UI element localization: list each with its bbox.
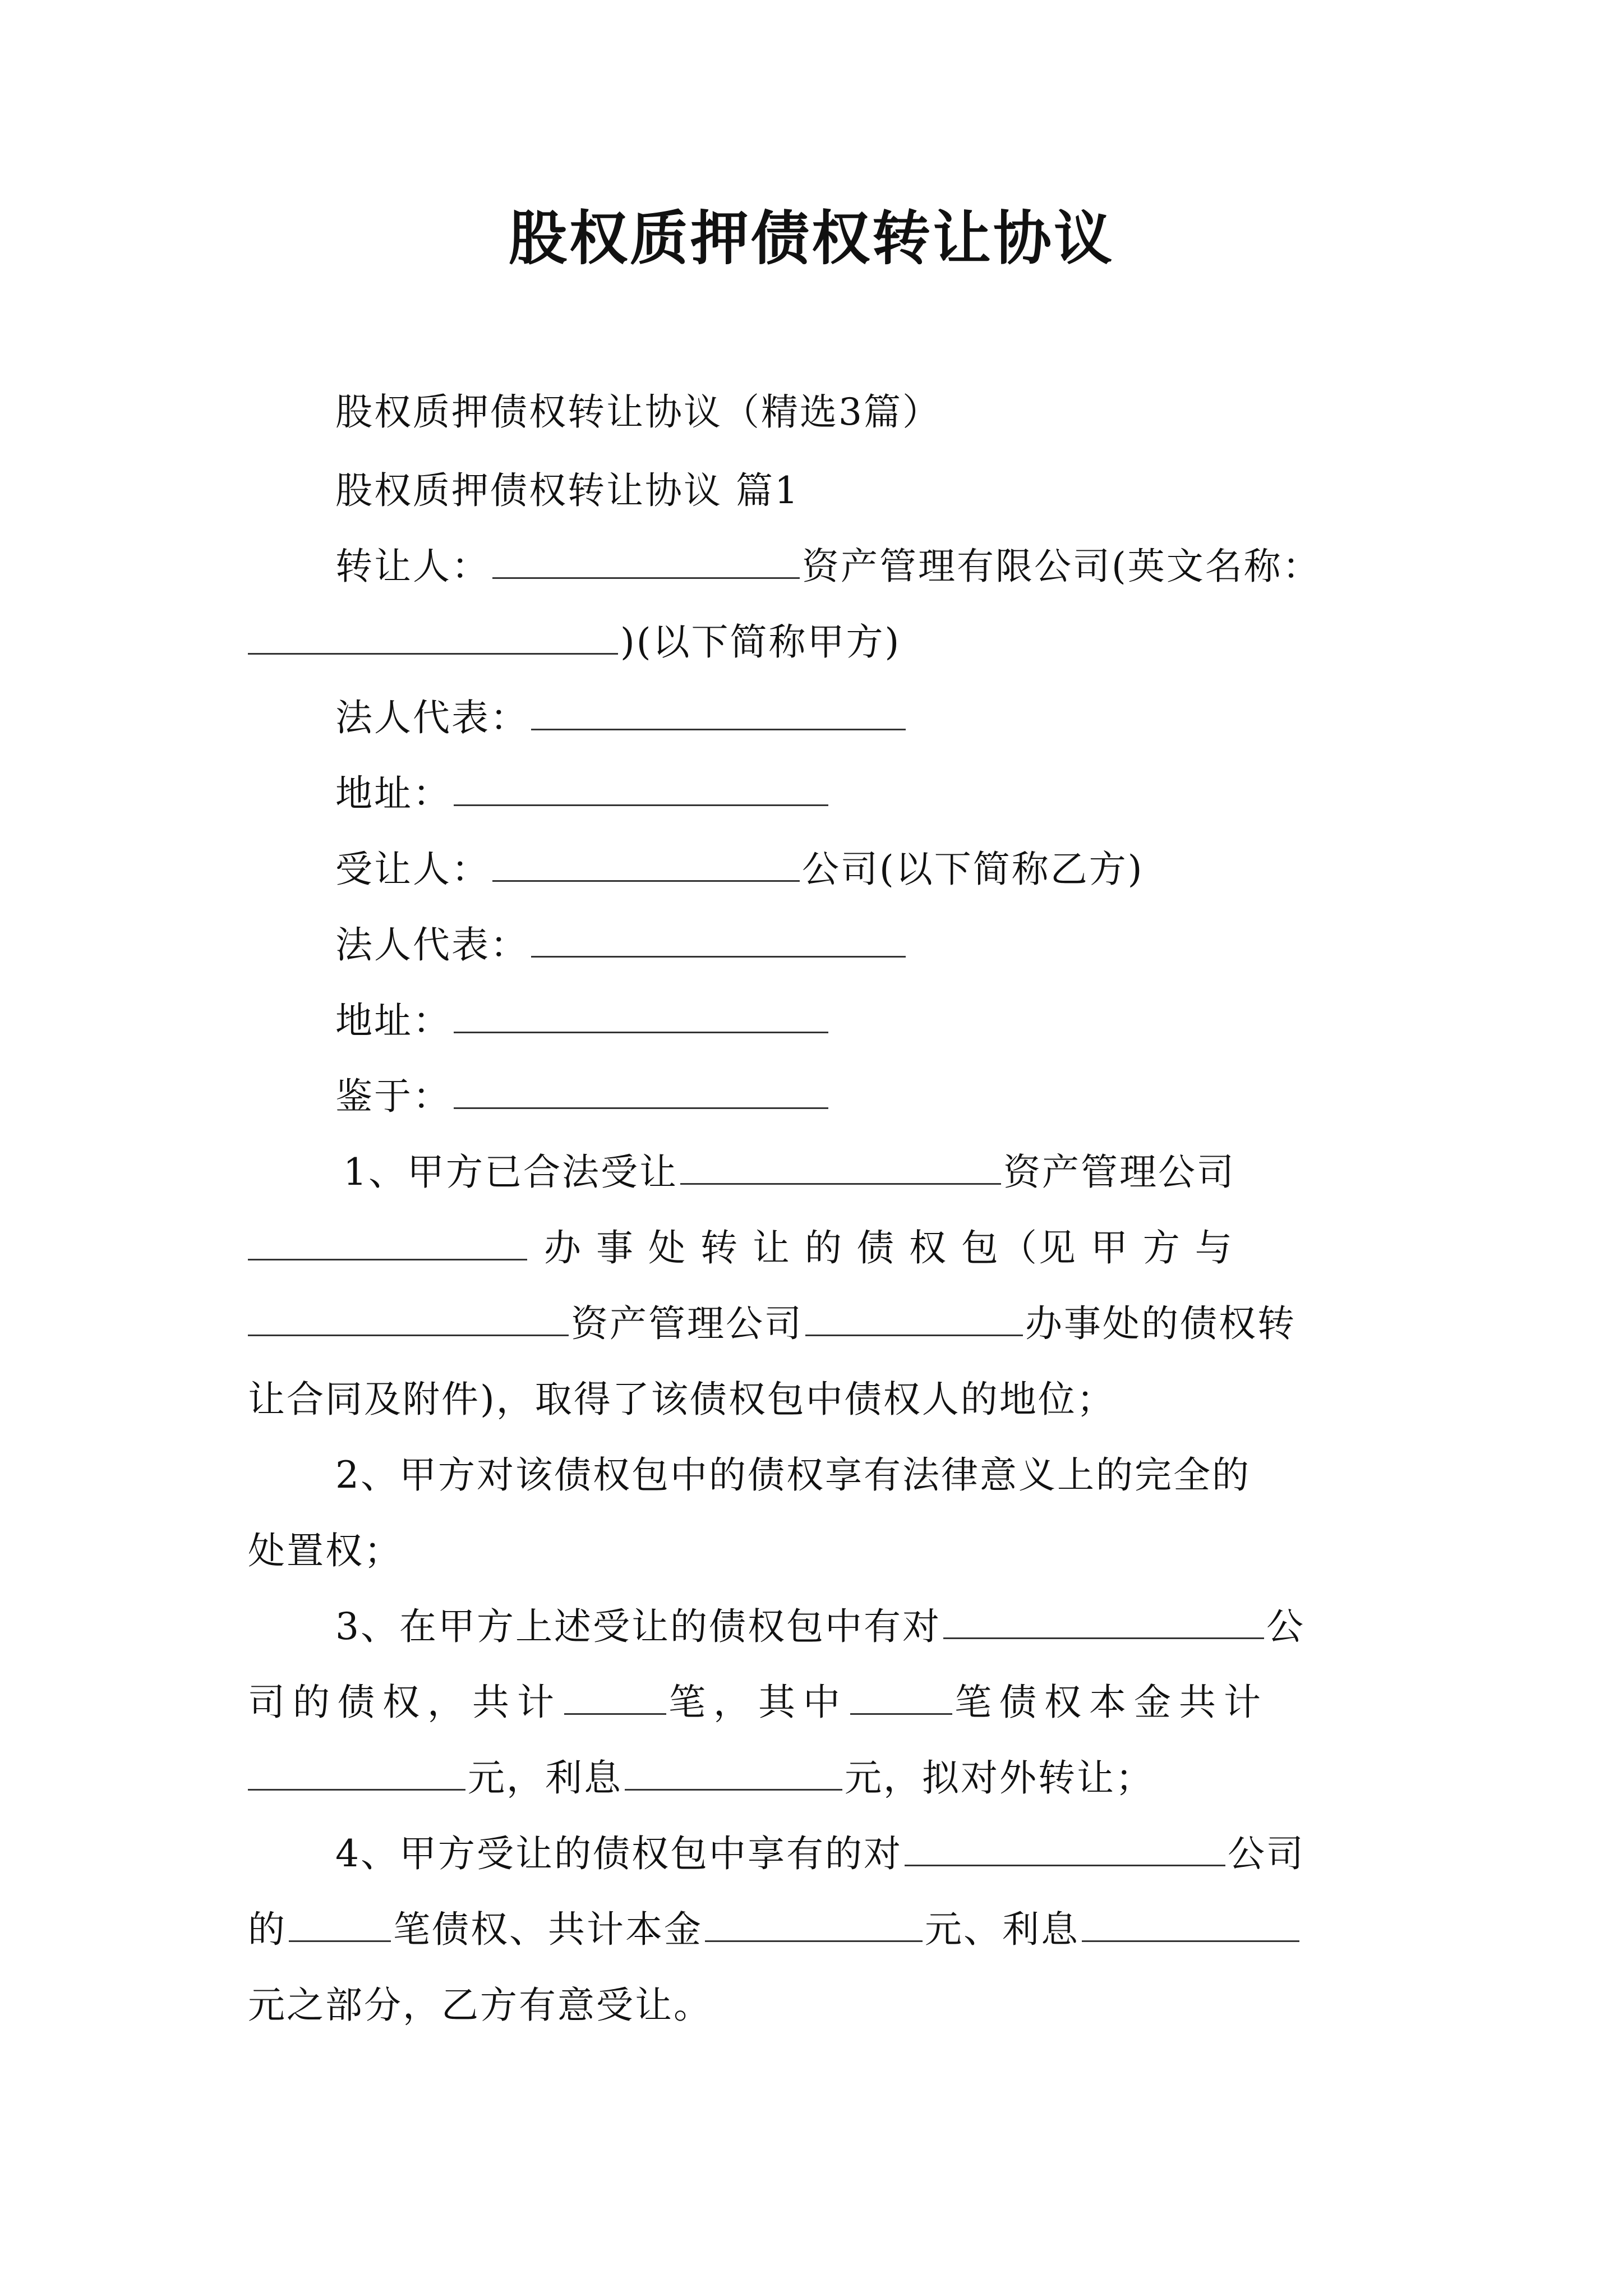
clause-4-line-2 xyxy=(248,1902,1302,1958)
clause-4-text-3: 的 xyxy=(248,1908,287,1951)
clause-3-text-6: 元，利息 xyxy=(468,1756,623,1800)
clause-4-blank-4 xyxy=(1082,1906,1299,1942)
clause-3-line-3 xyxy=(248,1750,1154,1806)
address-2-line xyxy=(335,993,831,1049)
clause-3-line-2 xyxy=(248,1674,1269,1731)
clause-1-blank-2 xyxy=(248,1224,527,1260)
address-2-label: 地址： xyxy=(335,999,451,1042)
legal-rep-1-label: 法人代表： xyxy=(335,696,529,739)
whereas-line xyxy=(335,1069,831,1125)
legal-rep-1-line xyxy=(335,690,908,746)
legal-rep-2-blank xyxy=(531,921,906,958)
english-name-blank xyxy=(248,618,618,655)
clause-2-line-1: 2、甲方对该债权包中的债权享有法律意义上的完全的 xyxy=(335,1453,1251,1497)
clause-4-blank-1 xyxy=(905,1830,1225,1866)
clause-1-text-3: 办 事 处 转 让 的 债 权 包（见 甲 方 与 xyxy=(544,1226,1234,1269)
clause-4-text-4: 笔债权、共计本金 xyxy=(393,1908,703,1951)
clause-3-blank-1 xyxy=(943,1603,1264,1639)
transferor-label: 转让人： xyxy=(335,545,490,588)
address-2-blank xyxy=(454,997,828,1033)
clause-3-text-1: 3、在甲方上述受让的债权包中有对 xyxy=(335,1605,941,1648)
document-subtitle: 股权质押债权转让协议（精选3篇） xyxy=(335,390,941,434)
clause-1-line-2 xyxy=(248,1220,1234,1276)
clause-3-line-1 xyxy=(335,1599,1305,1655)
address-1-label: 地址： xyxy=(335,772,451,815)
clause-1-blank-3 xyxy=(248,1300,569,1336)
clause-4-text-5: 元、利息 xyxy=(925,1908,1080,1951)
transferor-name-blank xyxy=(492,542,800,579)
clause-1-line-1 xyxy=(343,1144,1235,1200)
transferee-name-blank xyxy=(492,845,800,882)
clause-4-line-3: 元之部分，乙方有意受让。 xyxy=(248,1984,712,2027)
transferee-line xyxy=(335,841,1144,898)
address-1-blank xyxy=(454,770,828,806)
transferee-suffix: 公司(以下简称乙方) xyxy=(802,848,1144,891)
whereas-blank xyxy=(454,1073,828,1109)
transferor-suffix-2: )(以下简称甲方) xyxy=(620,620,901,664)
clause-2-line-2: 处置权； xyxy=(248,1529,403,1572)
clause-1-blank-4 xyxy=(805,1300,1023,1336)
legal-rep-1-blank xyxy=(531,694,906,730)
legal-rep-2-line xyxy=(335,917,908,973)
transferor-suffix: 资产管理有限公司(英文名称： xyxy=(802,545,1321,588)
clause-1-blank-1 xyxy=(680,1148,1001,1185)
clause-1-text-4: 资产管理公司 xyxy=(571,1302,803,1345)
clause-3-blank-5 xyxy=(625,1754,842,1791)
clause-3-blank-4 xyxy=(248,1754,465,1791)
clause-4-line-1 xyxy=(335,1826,1305,1882)
clause-4-blank-3 xyxy=(705,1906,923,1942)
clause-1-line-4: 让合同及附件)，取得了该债权包中债权人的地位； xyxy=(248,1378,1115,1421)
transferor-line xyxy=(335,539,1321,595)
clause-1-line-3 xyxy=(248,1296,1296,1352)
clause-3-text-7: 元，拟对外转让； xyxy=(845,1756,1154,1800)
whereas-label: 鉴于： xyxy=(335,1075,451,1118)
section-heading: 股权质押债权转让协议 篇1 xyxy=(335,469,800,512)
clause-3-text-3: 司的债权，共计 xyxy=(248,1681,562,1724)
clause-3-blank-3 xyxy=(850,1678,952,1715)
address-1-line xyxy=(335,766,831,822)
clause-3-text-5: 笔债权本金共计 xyxy=(955,1681,1269,1724)
clause-4-blank-2 xyxy=(289,1906,391,1942)
clause-3-text-4: 笔，其中 xyxy=(668,1681,848,1724)
clause-1-text-2: 资产管理公司 xyxy=(1003,1151,1235,1194)
legal-rep-2-label: 法人代表： xyxy=(335,923,529,967)
clause-4-text-1: 4、甲方受让的债权包中享有的对 xyxy=(335,1832,902,1875)
transferee-label: 受让人： xyxy=(335,848,490,891)
clause-3-blank-2 xyxy=(564,1678,666,1715)
clause-1-text-1: 1、甲方已合法受让 xyxy=(343,1151,678,1194)
document-title: 股权质押债权转让协议 xyxy=(508,204,1114,273)
clause-3-text-2: 公 xyxy=(1266,1605,1305,1648)
transferor-line-2 xyxy=(248,614,901,670)
clause-4-text-2: 公司 xyxy=(1228,1832,1305,1875)
clause-1-text-5: 办事处的债权转 xyxy=(1025,1302,1296,1345)
